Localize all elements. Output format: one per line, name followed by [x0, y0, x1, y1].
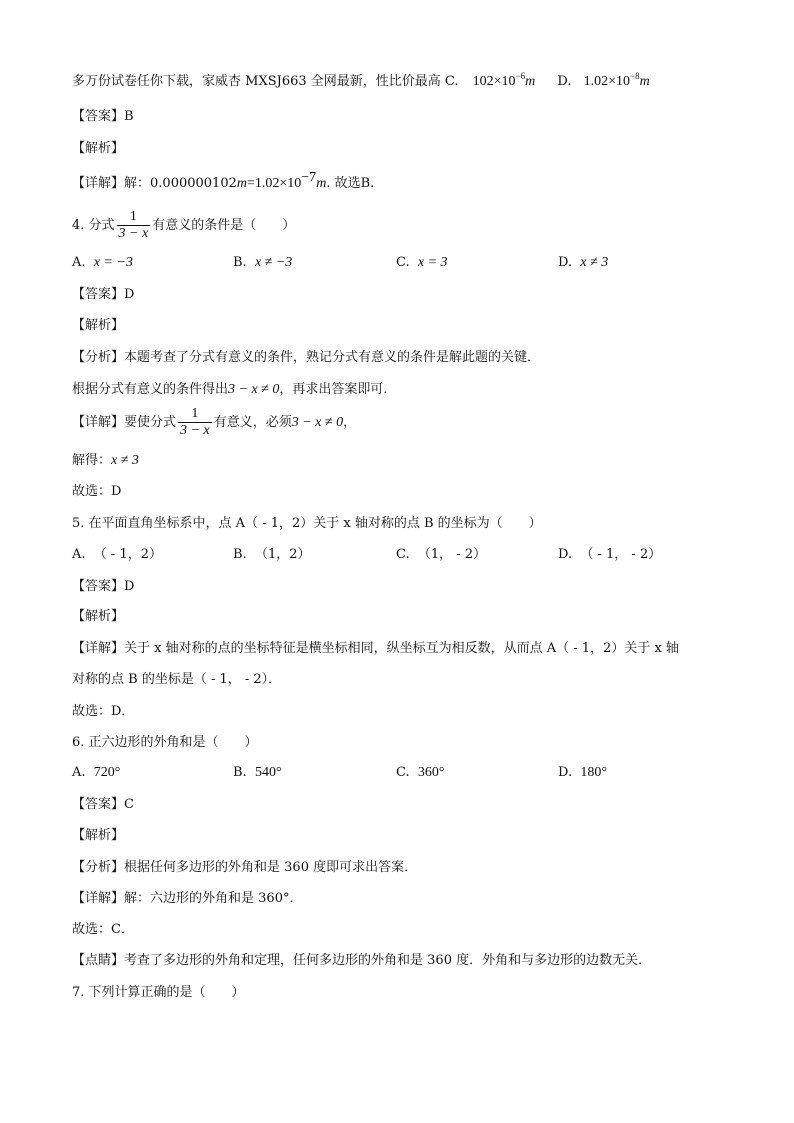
q4-solve: 解得：x ≠ 3	[72, 453, 139, 468]
q5-stem: 5. 在平面直角坐标系中，点 A（ - 1，2）关于 x 轴对称的点 B 的坐标为（ ）	[72, 516, 542, 531]
q5-detail-2: 对称的点 B 的坐标是（ - 1， - 2）．	[72, 672, 282, 687]
q5-option-c: C. （1， - 2）	[396, 547, 487, 562]
q6-answer: 【答案】C	[72, 797, 134, 812]
q4-detail-fraction: $\frac{1}{3 - x}$	[180, 406, 210, 438]
q6-fenxi: 【分析】根据任何多边形的外角和是 360 度即可求出答案．	[72, 860, 418, 875]
q4-option-d: D. x ≠ 3	[558, 255, 609, 270]
q4-detail: 【详解】要使分式 $\frac{1}{3 - x}$ 有意义，必须3 − x ≠ 0，	[72, 406, 357, 438]
q5-option-d: D. （ - 1， - 2）	[558, 547, 662, 562]
q6-option-a: A. 720°	[72, 765, 121, 780]
q4-analysis-tag: 【解析】	[72, 318, 125, 333]
q5-options	[72, 545, 722, 565]
q4-answer: 【答案】D	[72, 287, 135, 302]
q3-analysis-tag: 【解析】	[72, 141, 125, 156]
q4-stem: 4. 分式 $\frac{1}{3 - x}$ 有意义的条件是（ ）	[72, 209, 296, 241]
q4-choose: 故选：D	[72, 484, 122, 499]
q6-choose: 故选：C．	[72, 922, 134, 937]
q6-analysis-tag: 【解析】	[72, 828, 125, 843]
q6-option-d: D. 180°	[558, 765, 607, 780]
q5-option-a: A. （ - 1，2）	[72, 547, 162, 562]
q4-fenxi: 【分析】本题考查了分式有意义的条件，熟记分式有意义的条件是解此题的关键．	[72, 350, 541, 365]
q7-stem: 7. 下列计算正确的是（ ）	[72, 985, 245, 1000]
q5-detail-1: 【详解】关于 x 轴对称的点的坐标特征是横坐标相同，纵坐标互为相反数，从而点 A（ - 1，2）关于 x 轴	[72, 641, 679, 656]
q4-option-a: A. x = −3	[72, 255, 133, 270]
q4-fenxi-2: 根据分式有意义的条件得出3 − x ≠ 0，再求出答案即可．	[72, 382, 397, 397]
q6-option-c: C. 360°	[396, 765, 445, 780]
q4-fraction: $\frac{1}{3 - x}$	[118, 209, 149, 241]
q4-options	[72, 253, 722, 273]
q6-options	[72, 763, 722, 783]
q5-analysis-tag: 【解析】	[72, 609, 125, 624]
q3-answer: 【答案】B	[72, 109, 134, 124]
answer-tag: 【答案】	[72, 109, 125, 124]
q6-stem: 6. 正六边形的外角和是（ ）	[72, 735, 258, 750]
q3-detail: 【详解】解：$0.000000102m=1.02\times 10^{-7}m$. 故选B.	[72, 170, 375, 191]
option-c-value: $102\times 10^{-6}m$	[472, 71, 536, 89]
header-text: 多万份试卷任你下载，家威杏 MXSJ663 全网最新，性比价最高 C.	[72, 74, 459, 89]
carryover-options-line	[72, 72, 650, 92]
option-d-value: $1.02\times 10^{-8}m$	[583, 71, 650, 89]
q4-option-c: C. x = 3	[396, 255, 448, 270]
q6-detail: 【详解】解：六边形的外角和是 360°．	[72, 891, 303, 906]
q6-dianjing: 【点睛】考查了多边形的外角和定理，任何多边形的外角和是 360 度．外角和与多边形的边数无关．	[72, 953, 652, 968]
q4-option-b: B. x ≠ −3	[233, 255, 293, 270]
option-d-label: D.	[557, 74, 572, 89]
q6-option-b: B. 540°	[233, 765, 282, 780]
q5-option-b: B. （1，2）	[233, 547, 311, 562]
q5-choose: 故选：D．	[72, 704, 135, 719]
q5-answer: 【答案】D	[72, 579, 135, 594]
